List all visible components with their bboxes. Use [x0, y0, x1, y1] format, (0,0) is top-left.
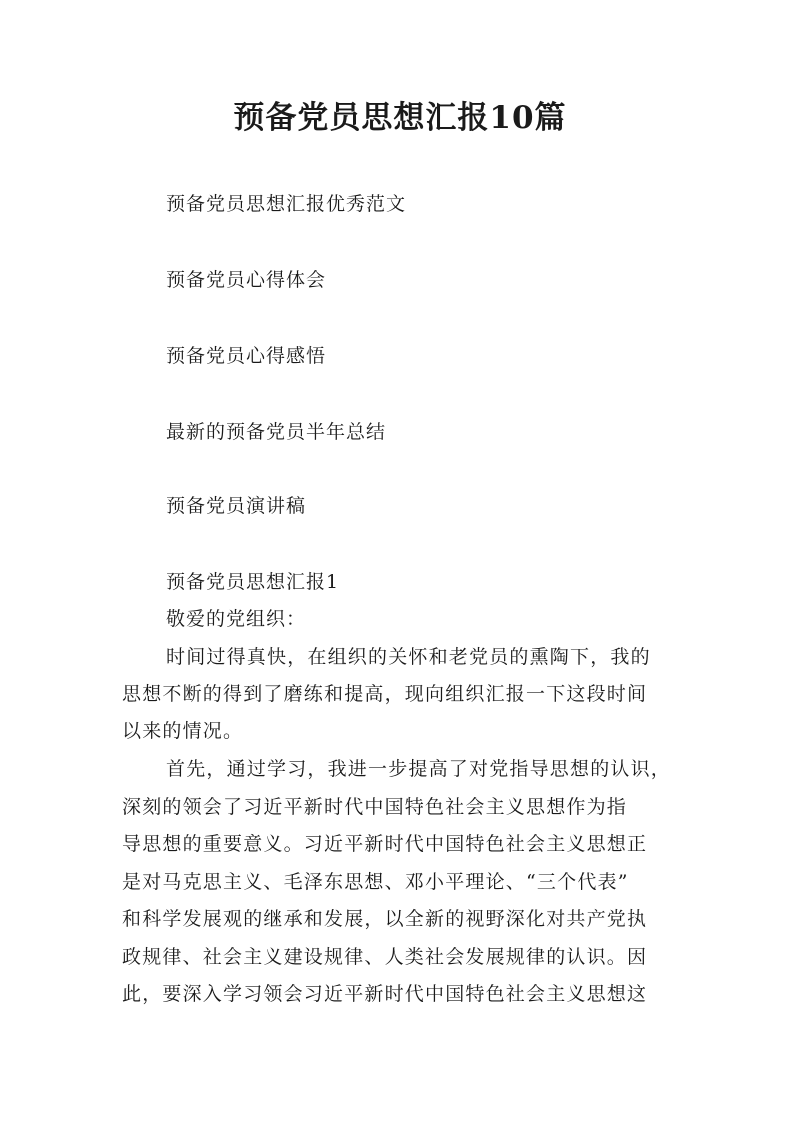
paragraph-line: 时间过得真快，在组织的关怀和老党员的熏陶下，我的 [166, 646, 651, 668]
document-title: 预备党员思想汇报10篇 [233, 100, 567, 136]
toc-item: 最新的预备党员半年总结 [166, 421, 387, 443]
paragraph-line: 思想不断的得到了磨练和提高，现向组织汇报一下这段时间 [122, 683, 648, 705]
paragraph-line: 此，要深入学习领会习近平新时代中国特色社会主义思想这 [122, 983, 648, 1005]
paragraph-line: 和科学发展观的继承和发展，以全新的视野深化对共产党执 [122, 908, 648, 930]
toc-item: 预备党员演讲稿 [166, 495, 307, 517]
toc-item: 预备党员心得体会 [166, 269, 327, 291]
salutation: 敬爱的党组织： [166, 608, 307, 630]
toc-item: 预备党员思想汇报优秀范文 [166, 193, 407, 215]
paragraph-line: 导思想的重要意义。习近平新时代中国特色社会主义思想正 [122, 833, 648, 855]
paragraph-line: 首先，通过学习，我进一步提高了对党指导思想的认识， [166, 758, 672, 780]
paragraph-line: 以来的情况。 [122, 720, 244, 742]
paragraph-line: 是对马克思主义、毛泽东思想、邓小平理论、“三个代表” [122, 871, 629, 893]
section-heading: 预备党员思想汇报1 [166, 571, 340, 593]
paragraph-line: 政规律、社会主义建设规律、人类社会发展规律的认识。因 [122, 946, 648, 968]
paragraph-line: 深刻的领会了习近平新时代中国特色社会主义思想作为指 [122, 796, 628, 818]
toc-item: 预备党员心得感悟 [166, 345, 327, 367]
